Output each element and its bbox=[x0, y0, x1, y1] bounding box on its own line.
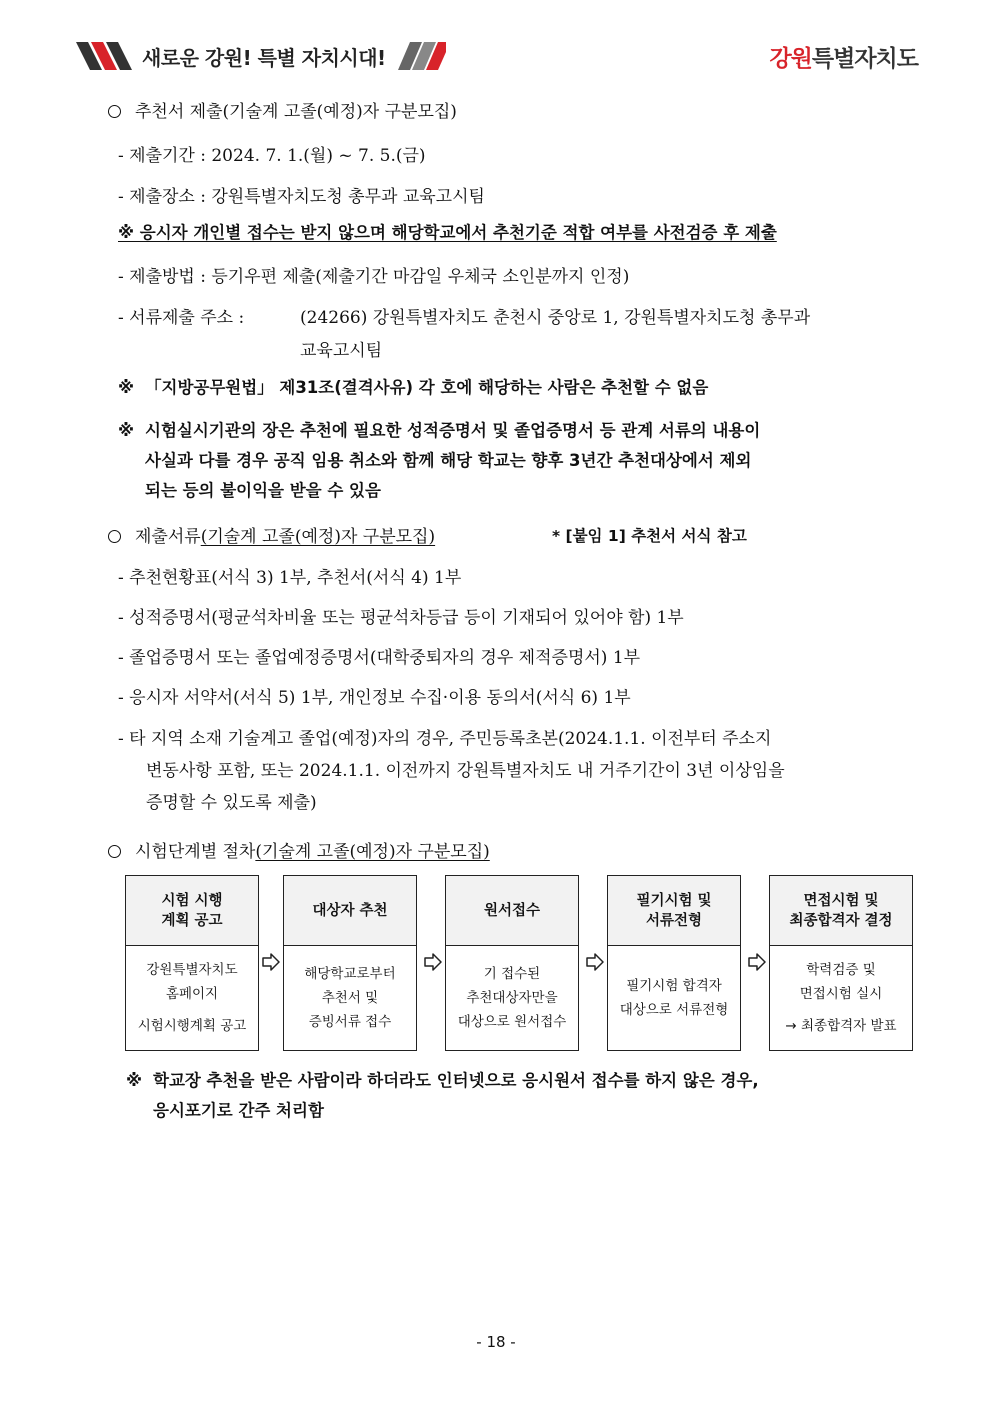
document-item: - 성적증명서(평균석차비율 또는 평균석차등급 등이 기재되어 있어야 함) 1부 bbox=[118, 608, 684, 628]
note-disqualification bbox=[118, 373, 708, 403]
document-item-continuation: 변동사항 포함, 또는 2024.1.1. 이전까지 강원특별자치도 내 거주기간이 3년 이상임을 bbox=[146, 761, 785, 781]
slogan-area bbox=[76, 40, 446, 72]
step-header: 필기시험 및 서류전형 bbox=[608, 876, 740, 946]
note-verification bbox=[118, 416, 760, 506]
note-line: 시험실시기관의 장은 추천에 필요한 성적증명서 및 졸업증명서 등 관계 서류의 내용이 bbox=[145, 421, 761, 440]
step-header: 원서접수 bbox=[446, 876, 578, 946]
note-mark: ※ bbox=[118, 421, 135, 440]
step-body: 해당학교로부터 추천서 및 증빙서류 접수 bbox=[304, 966, 396, 1030]
logo-accent-text: 강원 bbox=[769, 45, 812, 72]
step-header: 대상자 추천 bbox=[284, 876, 416, 946]
page-header bbox=[76, 40, 918, 72]
arrow-right-icon bbox=[424, 953, 442, 971]
note-online-application bbox=[126, 1066, 759, 1126]
submission-period: - 제출기간 : 2024. 7. 1.(월) ~ 7. 5.(금) bbox=[118, 146, 426, 166]
arrow-right-icon bbox=[262, 953, 280, 971]
step-header: 시험 시행 계획 공고 bbox=[126, 876, 258, 946]
circle-bullet-icon bbox=[108, 530, 121, 543]
section-title-procedure bbox=[108, 837, 490, 862]
section-title-recommendation bbox=[108, 97, 457, 122]
arrow-right-icon bbox=[586, 953, 604, 971]
document-item: - 추천현황표(서식 3) 1부, 추천서(서식 4) 1부 bbox=[118, 568, 462, 588]
circle-bullet-icon bbox=[108, 845, 121, 858]
logo-text: 특별자치도 bbox=[811, 45, 918, 72]
procedure-step-recommendation bbox=[283, 875, 417, 1051]
section-title-text: 제출서류 bbox=[135, 527, 201, 547]
slogan-text: 새로운 강원! 특별 자치시대! bbox=[142, 45, 386, 70]
page-number: - 18 - bbox=[476, 1333, 516, 1351]
address-line: 교육고시팀 bbox=[300, 341, 383, 361]
step-body: 필기시험 합격자 대상으로 서류전형 bbox=[619, 978, 729, 1018]
section-title-underlined: (기술계 고졸(예정)자 구분모집) bbox=[255, 842, 490, 862]
step-header: 면접시험 및 최종합격자 결정 bbox=[770, 876, 912, 946]
note-text: 「지방공무원법」 제31조(결격사유) 각 호에 해당하는 사람은 추천할 수 없음 bbox=[145, 378, 709, 397]
address-label: - 서류제출 주소 : bbox=[118, 308, 245, 328]
section-title-text: 추천서 제출(기술계 고졸(예정)자 구분모집) bbox=[135, 102, 457, 122]
stripes-icon bbox=[398, 42, 446, 70]
section-title-text: 시험단계별 절차 bbox=[135, 842, 256, 862]
stripes-icon bbox=[76, 42, 132, 70]
step-body: 강원특별자치도 홈페이지 시험시행계획 공고 bbox=[137, 962, 247, 1034]
procedure-step-application bbox=[445, 875, 579, 1051]
circle-bullet-icon bbox=[108, 105, 121, 118]
procedure-flow bbox=[125, 875, 913, 1051]
document-item: - 응시자 서약서(서식 5) 1부, 개인정보 수집·이용 동의서(서식 6) 1부 bbox=[118, 688, 631, 708]
procedure-step-announcement bbox=[125, 875, 259, 1051]
document-item: - 타 지역 소재 기술계고 졸업(예정)자의 경우, 주민등록초본(2024.1.1. 이전부터 주소지 bbox=[118, 729, 772, 749]
note-mark: ※ bbox=[118, 378, 135, 397]
submission-method: - 제출방법 : 등기우편 제출(제출기간 마감일 우체국 소인분까지 인정) bbox=[118, 267, 630, 287]
step-body: 기 접수된 추천대상자만을 대상으로 원서접수 bbox=[457, 966, 567, 1030]
note-mark: ※ bbox=[126, 1071, 143, 1090]
section-title-documents bbox=[108, 522, 435, 547]
arrow-right-icon bbox=[748, 953, 766, 971]
note-line: 응시포기로 간주 처리함 bbox=[153, 1101, 324, 1120]
step-body: 학력검증 및 면접시험 실시 → 최종합격자 발표 bbox=[785, 962, 897, 1034]
attachment-reference: * [붙임 1] 추천서 서식 참고 bbox=[552, 527, 747, 545]
document-item-continuation: 증명할 수 있도록 제출) bbox=[146, 793, 317, 813]
note-line: 사실과 다를 경우 공직 임용 취소와 함께 해당 학교는 향후 3년간 추천대상에서 제외 bbox=[145, 451, 752, 470]
document-item: - 졸업증명서 또는 졸업예정증명서(대학중퇴자의 경우 제적증명서) 1부 bbox=[118, 648, 641, 668]
section-title-underlined: (기술계 고졸(예정)자 구분모집) bbox=[200, 527, 436, 547]
address-line: (24266) 강원특별자치도 춘천시 중앙로 1, 강원특별자치도청 총무과 bbox=[300, 308, 811, 328]
note-line: 되는 등의 불이익을 받을 수 있음 bbox=[145, 481, 381, 500]
procedure-step-written-exam bbox=[607, 875, 741, 1051]
submission-place: - 제출장소 : 강원특별자치도청 총무과 교육고시팀 bbox=[118, 187, 485, 207]
note-individual-submission: ※ 응시자 개인별 접수는 받지 않으며 해당학교에서 추천기준 적합 여부를 사전검증 후 제출 bbox=[118, 223, 777, 242]
note-line: 학교장 추천을 받은 사람이라 하더라도 인터넷으로 응시원서 접수를 하지 않은 경우, bbox=[153, 1071, 759, 1090]
gangwon-logo bbox=[769, 40, 918, 72]
procedure-step-interview bbox=[769, 875, 913, 1051]
